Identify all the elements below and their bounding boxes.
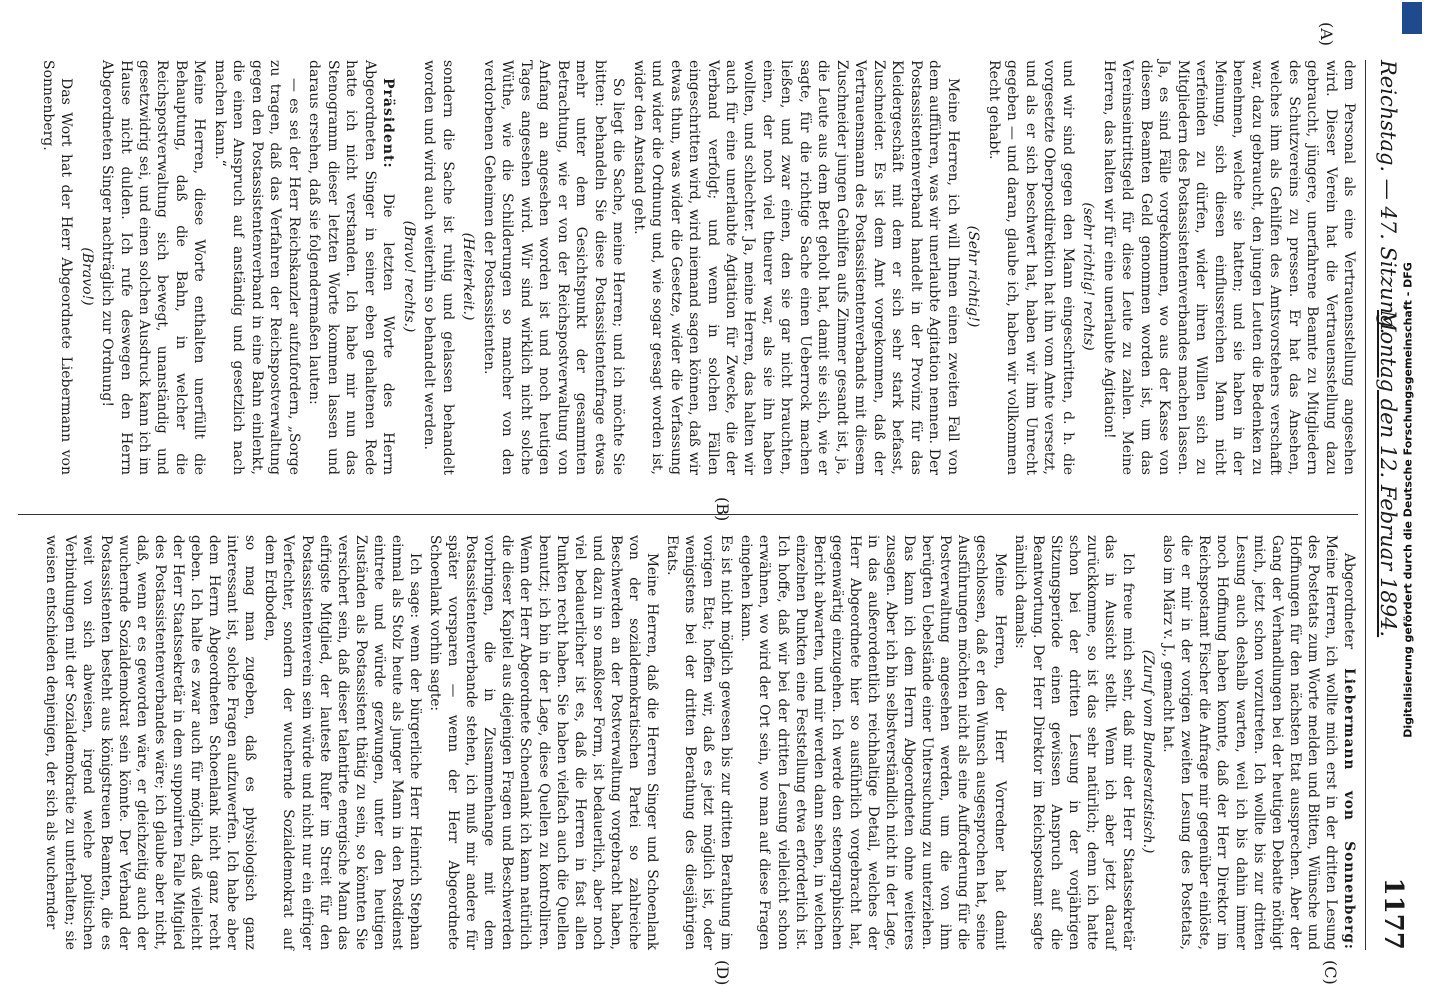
page-number: 1177: [1378, 877, 1408, 950]
column-divider: [18, 514, 1358, 515]
paragraph: Es ist nicht möglich gewesen bis zur dritten Berathung im vorigen Etat; hoffen wir, daß es jetzt möglich ist, oder wenigstens bei der dritten Berathung des diesjährigen Etats.: [664, 535, 735, 950]
interjection: (Zuruf vom Bundesratstisch.): [1140, 649, 1157, 854]
quoted-passage: Ich sage: wenn der bürgerliche Herr Heinrich Stephan einmal als Stolz heute als junger Mann in den Postdienst eintrete und würde gezwungen, unter den heutigen Zuständen als Postassistent thätig zu sein, so könnten Sie versichert sein, daß dieser talentirte energische Mann das eifrigste Mitglied, der lauteste Rufer im Streit für den Postassistentenverein sein würde und nicht nur ein eifriger Verfechter, sondern der wuchernde Sozialdemokrat auf dem Erdboden,: [262, 535, 424, 950]
speech-text: Die letzten Worte des Herrn Abgeordneten Singer in seiner eben gehaltenen Rede hatte ich nicht verstanden. Ich habe mir nun das Stenogramm dieser letzten Worte kommen lassen und daraus ersehen, daß sie folgendermaßen lauten:: [306, 60, 397, 476]
margin-mark-d: (D): [713, 960, 732, 986]
header-session: Reichstag. — 47. Sitzung.: [1376, 60, 1400, 335]
speaker-label: Präsident:: [380, 78, 397, 169]
paragraph: so mag man zugeben, daß es physiologisch ganz interessant ist, solche Fragen aufzuwerfen. Ich habe aber dem Herrn Abgeordneten Schoenlank nicht ganz recht geben. Ich halte es zwar auch für möglich, daß vielleicht der Herr Staatssekretär in dem supponirten Falle Mitglied des Postassistentenverbandes wäre; ich glaube aber nicht, daß, wenn er es geworden wäre, er gleichzeitig auch der wuchernde Sozialdemokrat sein könnte. Der Verband der Postassistenten besteht aus königstreuen Beamten, die es weit von sich abweisen, irgend welche politischen Verbindungen mit der Sozialdemokratie zu unterhalten; sie weisen entschieden denjenigen, der sich als wuchernder: [43, 535, 259, 950]
right-column: [40, 535, 1358, 950]
president-paragraph: [305, 60, 397, 475]
paragraph: So liegt die Sache, meine Herren; und ich möchte Sie bitten: behandeln Sie diese Postassistentenfrage etwas mehr unter dem Gesichtspunkt der gesammten Betrachtung, wie er von der Reichspostverwaltung von Anfang an angesehen worden ist und noch heutigen Tages angesehen wird. Wir sind wirklich nicht solche Wüthe, wie die Schilderungen so mancher von den verdorbenen Geheimen der Postassistenten.: [480, 60, 627, 475]
speaker-paragraph: [1159, 535, 1358, 950]
quoted-passage: — es sei der Herr Reichskanzler aufzufordern, „Sorge zu tragen, daß das Verfahren der Reichspostverwaltung gegen den Postassistentenverband in eine Bahn einlenkt, die einen Anspruch auf anständig und gesetzlich nach machen kann.“: [211, 60, 302, 475]
interjection: (sehr richtig! rechts): [1080, 202, 1097, 351]
interjection: (Heiterkeit.): [460, 232, 477, 321]
margin-mark-a: (A): [1317, 22, 1336, 47]
interjection: (Bravo!): [78, 247, 95, 306]
interjection: (Sehr richtig!): [965, 225, 982, 328]
speaker-name: Liebermann von Sonnenberg:: [1341, 668, 1357, 950]
header-date: Montag den 12. Februar 1894.: [1376, 310, 1400, 638]
left-column: [36, 60, 1358, 475]
margin-mark-c: (C): [1321, 960, 1340, 985]
digitization-credit: Digitalisierung gefördert durch die Deutsche Forschungsgemeinschaft - DFG: [1401, 262, 1415, 738]
speaker-intro: Abgeordneter: [1341, 553, 1357, 650]
quoted-passage: Meine Herren, der Herr Vorredner hat damit geschlossen, daß er den Wunsch ausgesprochen hat, seine Ausführungen möchten nicht als eine Aufforderung für die Postverwaltung angesehen werden, um die von ihm berügten Uebelstände einer Untersuchung zu unterziehen. Das kann ich dem Herrn Abgeordneten ohne weiteres zusagen. Aber ich bin selbstverständlich nicht in der Lage, in das außerordentlich reichhaltige Detail, welches der Herr Abgeordnete hier so ausführlich vorgebracht hat, gegenwärtig einzugehen. Ich werde den stenographischen Bericht abwarten, und mir werden dann sehen, in welchen einzelnen Punkten eine Feststellung etwa erforderlich ist. Ich hoffe, daß wir bei der dritten Lesung vielleicht schon erwähnen, wo wird der Ort sein, wo man auf diese Fragen eingehen kann.: [738, 535, 1008, 950]
paragraph: und wir sind gegen den Mann eingeschritten, d. h. die vorgesetzte Oberpostdirektion hat ihn vom Amte versetzt, und als er sich beschwert hat, haben wir ihm Unrecht gegeben — und daran, glaube ich, haben wir vollkommen Recht gehabt.: [985, 60, 1076, 475]
paragraph: dem Personal als eine Vertrauensstellung angesehen wird. Dieser Verein hat die Vertrauensstellung dazu gebraucht, jüngere, unerfahrene Beamte zu Mitgliedern des Schutzvereins zu pressen. Er hat das Ansehen, welches ihm als Gehilfen des Amtsvorstehers verschafft war, dazu gebraucht, den jungen Leuten die Bedenken zu benehmen, welche sie hatten; und sie haben in der Meinung, sich diesen einflussreichen Mann nicht verfeinden zu dürfen, wider ihren Willen sich zu Mitgliedern des Postassistentenverbandes machen lassen. Ja, es sind Fälle vorgekommen, wo aus der Kasse von diesem Beamten Geld genommen worden ist, um das Vereinseintrittsgeld für diese Leute zu zahlen. Meine Herren, das halten wir für eine unerlaubte Agitation!: [1100, 60, 1357, 475]
margin-mark-b: (B): [713, 497, 732, 522]
header-rule: [1365, 60, 1366, 950]
interjection: (Bravo! rechts.): [400, 220, 417, 333]
paragraph: sondern die Sache ist ruhig und gelassen behandelt worden und wird auch weiterhin so behandelt werden.: [421, 60, 456, 475]
speech-text: Meine Herren, ich wollte mich erst in der dritten Lesung des Postetats zum Worte melden und Bitten, Wünsche und Hoffnungen für den nächsten Etat aussprechen. Aber der Gang der Verhandlungen bei der heutigen Debatte nöthigt mich, jetzt schon vorzutreten. Ich wollte bis zur dritten Lesung auch deshalb warten, weil ich bis dahin immer noch Hoffnung haben konnte, daß der Herr Direktor im Reichspostamt Fischer die Anfrage mir gegenüber einlöste, die er mir in der vorigen zweiten Lesung des Postetats, also im März v. J., gemacht hat.: [1160, 535, 1339, 950]
paragraph: Meine Herren, daß die Herren Singer und Schoenlank von der sozialdemokratischen Partei so zahlreiche Beschwerden an der Postverwaltung vorgebracht haben, und dazu in so maßloser Form, ist bedauerlich, aber noch viel bedauerlicher ist es, daß die Herren in fast allen Punkten recht haben. Sie haben vielfach auch die Quellen benutzt; ich bin in der Lage, diese Quellen zu kontrolliren. Wenn der Herr Abgeordnete Schoenlank ich kann natürlich die dieser Kapitel aus diejenigen Fragen und Beschwerden vorbringen, die in Zusammenhange mit dem Postassistentenverbande stehen, ich muß mir andere für später vorsparen — wenn der Herr Abgeordnete Schoenlank vorhin sagte:: [427, 535, 661, 950]
paragraph: Meine Herren, ich will Ihnen einen zweiten Fall von dem aufführen, was wir unerlaubte Agitation nennen. Der Postassistentenverband handelt in der Provinz für das Kleidergeschäft mit dem er sich sehr stark befasst, Zuschneider. Es ist dem Amt vorgekommen, daß der Vertrauensmann des Postassistentenverbands mit diesem Zuschneider jungen Gehilfen aufs Zimmer gesandt ist, ja, die Leute aus dem Bett geholt hat, damit sie sich, wie er sagte, für die richtige Sache einen Ueberrock machen ließen, und zwar einen, den sie gar nicht brauchten, einen, der noch viel theurer war, als sie ihn haben wollten, und schlechter. Ja, meine Herren, das halten wir auch für eine unerlaubte Agitation für Zwecke, die der Verband verfolgt; und wenn in solchen Fällen eingeschritten wird, wird niemand sagen können, daß wir etwas thun, was wider die Gesetze, wider die Verfassung und wider die Ordnung und, wie sogar gesagt worden ist, wider den Anstand geht.: [630, 60, 961, 475]
paragraph: Meine Herren, diese Worte enthalten unerfüllt die Behauptung, daß die Bahn, in welcher die Reichspostverwaltung sich bewegt, unanständig und gesetzwidrig sei, und einen solchen Ausdruck kann ich im Hause nicht dulden. Ich rufe deswegen den Herrn Abgeordneten Singer nachträglich zur Ordnung!: [99, 60, 208, 475]
paragraph: Das Wort hat der Herr Abgeordnete Liebermann von Sonnenberg.: [39, 60, 75, 475]
paragraph: Ich freue mich sehr, daß mir der Herr Staatssekretär das in Aussicht stellt. Wenn ich aber jetzt darauf zurückkomme, so ist das sehr natürlich; denn ich hatte schon bei der dritten Lesung in der vorjährigen Sitzungsperiode einen gewissen Anspruch auf die Beantwortung. Der Herr Direktor im Reichspostamt sagte nämlich damals:: [1011, 535, 1137, 950]
